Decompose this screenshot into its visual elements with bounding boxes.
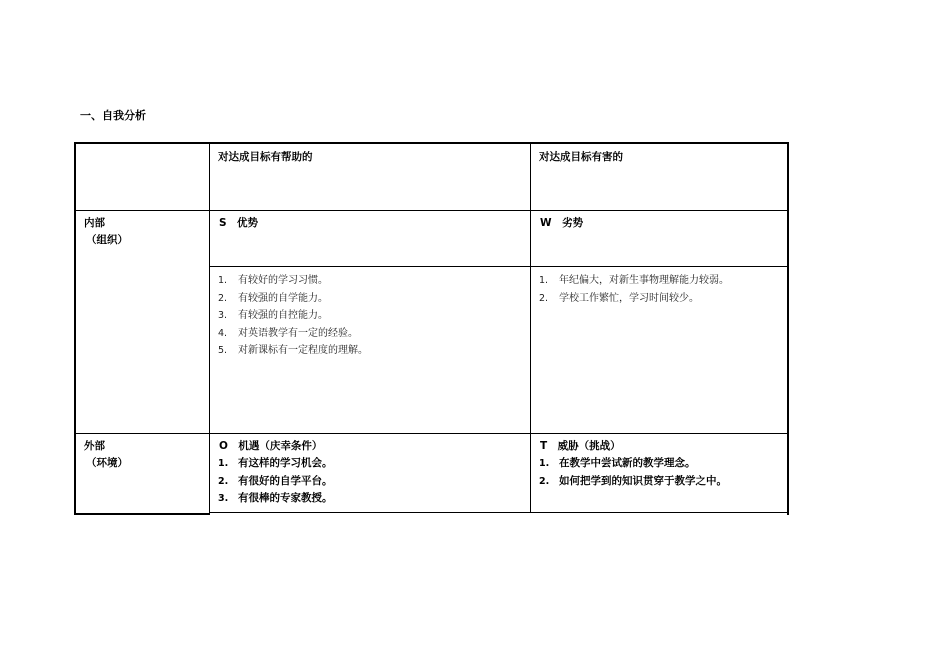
list-item: 2. 学校工作繁忙，学习时间较少。 — [539, 292, 699, 304]
weaknesses-title: W 劣势 — [540, 217, 584, 229]
list-item: 2. 有很好的自学平台。 — [218, 474, 333, 487]
list-item: 1. 年纪偏大，对新生事物理解能力较弱。 — [539, 275, 729, 286]
list-item: 1. 有较好的学习习惯。 — [218, 275, 328, 286]
list-item: 4. 对英语教学有一定的经验。 — [218, 327, 358, 339]
table-border-top — [74, 142, 789, 144]
list-item: 3. 有很棒的专家教授。 — [218, 492, 333, 504]
list-item: 1. 在教学中尝试新的教学理念。 — [539, 457, 696, 469]
threats-list — [539, 455, 727, 490]
opportunities-list — [218, 455, 333, 508]
threats-title: T 威胁（挑战） — [540, 440, 621, 452]
strengths-list — [218, 272, 368, 360]
section-heading: 一、自我分析 — [80, 109, 146, 122]
header-harmful: 对达成目标有害的 — [539, 151, 623, 163]
opportunities-title: O 机遇（庆幸条件） — [219, 440, 323, 452]
table-row-divider-2 — [210, 266, 788, 267]
table-border-bottom-right — [210, 512, 789, 513]
table-border-right — [787, 142, 789, 515]
list-item: 3. 有较强的自控能力。 — [218, 310, 328, 321]
internal-label: 内部 — [84, 217, 105, 229]
list-item: 2. 有较强的自学能力。 — [218, 292, 328, 304]
table-border-left — [74, 142, 76, 515]
header-helpful: 对达成目标有帮助的 — [218, 151, 313, 163]
table-col-divider-1 — [209, 143, 210, 514]
table-row-divider-1 — [75, 210, 788, 211]
table-row-divider-3 — [75, 433, 788, 434]
table-col-divider-2 — [530, 143, 531, 512]
strengths-title: S 优势 — [219, 217, 259, 229]
internal-label-sub: （组织） — [86, 234, 128, 246]
list-item: 5. 对新课标有一定程度的理解。 — [218, 345, 368, 356]
external-label: 外部 — [84, 440, 105, 452]
list-item: 1. 有这样的学习机会。 — [218, 457, 333, 469]
weaknesses-list — [539, 272, 729, 307]
external-label-sub: （环境） — [86, 457, 128, 469]
table-border-bottom-left — [74, 513, 210, 515]
list-item: 2. 如何把学到的知识贯穿于教学之中。 — [539, 474, 727, 487]
